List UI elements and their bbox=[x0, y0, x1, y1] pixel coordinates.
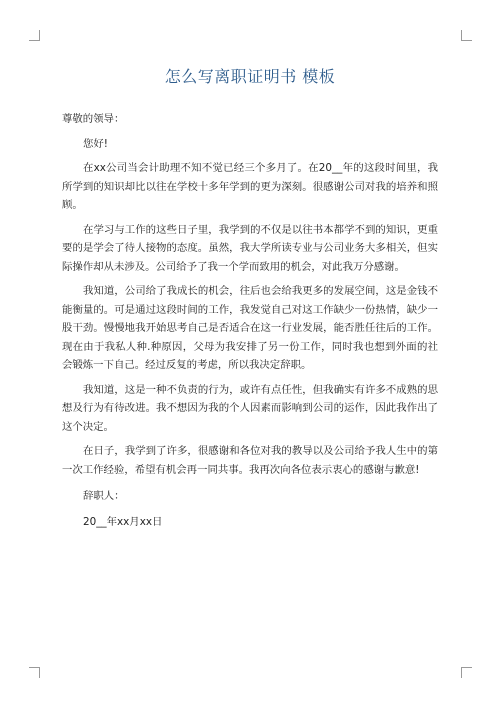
paragraph-5: 在日子，我学到了许多，很感谢和各位对我的教导以及公司给予我人生中的第一次工作经验，希望有机会再一同共事。我再次向各位表示衷心的感谢与歉意! bbox=[62, 445, 438, 476]
crop-mark-bottom-left bbox=[29, 667, 40, 678]
document-body bbox=[62, 110, 438, 529]
crop-mark-top-right bbox=[461, 30, 472, 41]
date: 20__年xx月xx日 bbox=[83, 516, 163, 528]
salutation: 尊敬的领导： bbox=[62, 113, 125, 125]
paragraph-3: 我知道，公司给了我成长的机会，往后也会给我更多的发展空间，这是金钱不能衡量的。可是通过这段时间的工作，我发觉自己对这工作缺少一份热情，缺少一股干劲。慢慢地我开始思考自己是否适合在这一行业发展，能否胜任往后的工作。现在由于我私人种.种原因，父母为我安排了另一份工作，同时我也想到外面的社会锻炼一下自己。经过反复的考虑，所以我决定辞职。 bbox=[62, 285, 438, 371]
signature: 辞职人： bbox=[83, 490, 125, 502]
paragraph-2: 在学习与工作的这些日子里，我学到的不仅是以往书本都学不到的知识，更重要的是学会了待人接物的态度。虽然，我大学所读专业与公司业务大多相关，但实际操作却从未涉及。公司给予了我一个学而致用的机会，对此我万分感谢。 bbox=[62, 223, 438, 273]
document-title: 怎么写离职证明书 模板 bbox=[164, 67, 336, 86]
paragraph-1: 在xx公司当会计助理不知不觉已经三个多月了。在20__年的这段时间里，我所学到的知识却比以往在学校十多年学到的更为深刻。很感谢公司对我的培养和照顾。 bbox=[62, 162, 438, 211]
greeting: 您好! bbox=[83, 138, 108, 150]
crop-mark-bottom-right bbox=[461, 667, 472, 678]
crop-mark-top-left bbox=[29, 30, 40, 41]
paragraph-4: 我知道，这是一种不负责的行为，或许有点任性，但我确实有许多不成熟的思想及行为有待改进。我不想因为我的个人因素而影响到公司的运作，因此我作出了这个决定。 bbox=[62, 383, 438, 433]
